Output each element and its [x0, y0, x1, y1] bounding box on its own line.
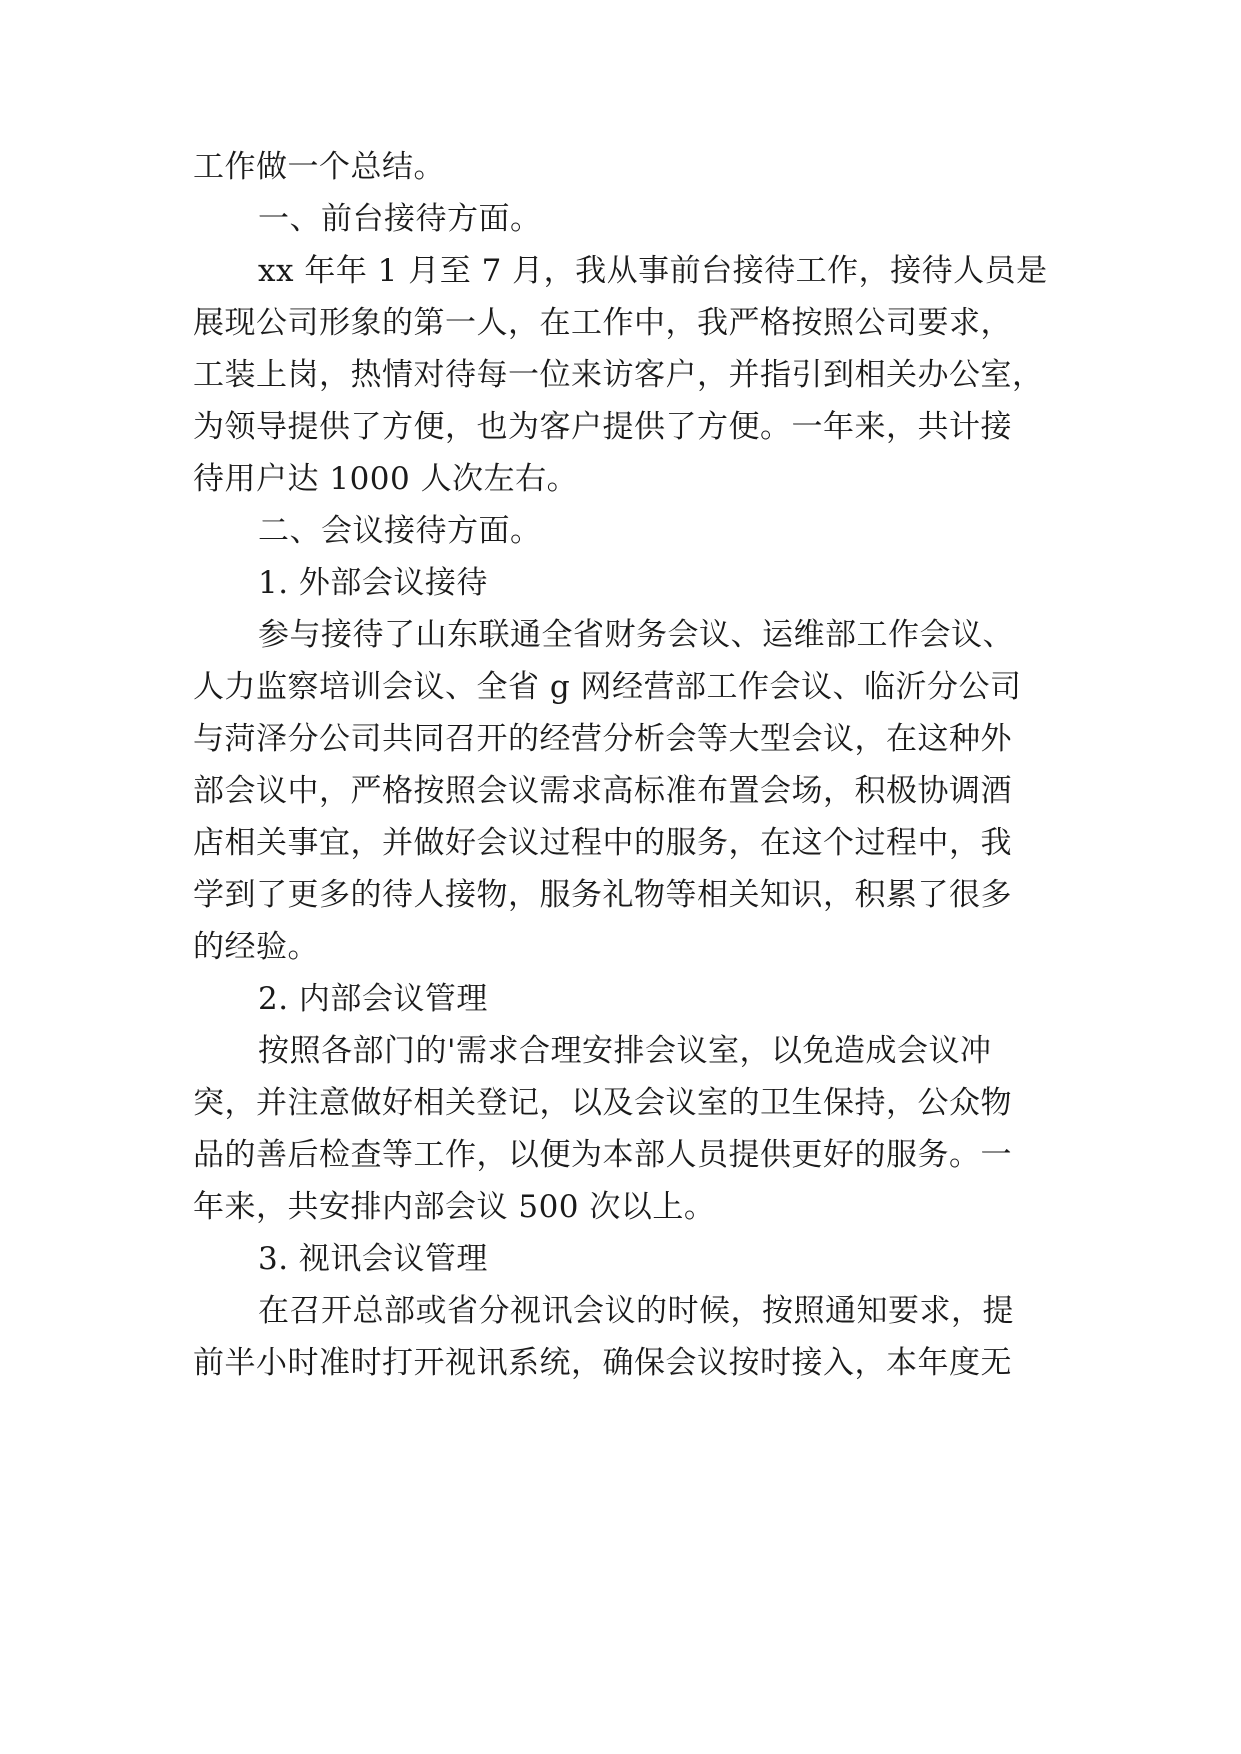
- text-line: 参与接待了山东联通全省财务会议、运维部工作会议、: [258, 617, 1014, 653]
- text-line: 展现公司形象的第一人，在工作中，我严格按照公司要求，: [193, 305, 1012, 341]
- text-line: 工作做一个总结。: [193, 149, 445, 185]
- text-line: 在召开总部或省分视讯会议的时候，按照通知要求，提: [258, 1293, 1014, 1329]
- text-line: 人力监察培训会议、全省 g 网经营部工作会议、临沂分公司: [193, 669, 1022, 705]
- text-line: 突，并注意做好相关登记，以及会议室的卫生保持，公众物: [193, 1085, 1012, 1121]
- text-line: 与菏泽分公司共同召开的经营分析会等大型会议，在这种外: [193, 721, 1012, 757]
- subsection-heading: 3. 视讯会议管理: [258, 1241, 488, 1277]
- subsection-heading: 1. 外部会议接待: [258, 565, 488, 601]
- text-line: 店相关事宜，并做好会议过程中的服务，在这个过程中，我: [193, 825, 1012, 861]
- text-line: 年来，共安排内部会议 500 次以上。: [193, 1189, 716, 1225]
- subsection-heading: 2. 内部会议管理: [258, 981, 488, 1017]
- text-line: 工装上岗，热情对待每一位来访客户，并指引到相关办公室，: [193, 357, 1044, 393]
- text-line: 前半小时准时打开视讯系统，确保会议按时接入，本年度无: [193, 1345, 1012, 1381]
- text-line: 学到了更多的待人接物，服务礼物等相关知识，积累了很多: [193, 877, 1012, 913]
- text-line: xx 年年 1 月至 7 月，我从事前台接待工作，接待人员是: [258, 253, 1048, 289]
- text-line: 待用户达 1000 人次左右。: [193, 461, 579, 497]
- text-line: 品的善后检查等工作，以便为本部人员提供更好的服务。一: [193, 1137, 1012, 1173]
- text-line: 部会议中，严格按照会议需求高标准布置会场，积极协调酒: [193, 773, 1012, 809]
- text-line: 的经验。: [193, 929, 319, 965]
- section-heading: 一、前台接待方面。: [258, 201, 542, 237]
- section-heading: 二、会议接待方面。: [258, 513, 542, 549]
- text-line: 按照各部门的'需求合理安排会议室，以免造成会议冲: [258, 1033, 992, 1069]
- text-line: 为领导提供了方便，也为客户提供了方便。一年来，共计接: [193, 409, 1012, 445]
